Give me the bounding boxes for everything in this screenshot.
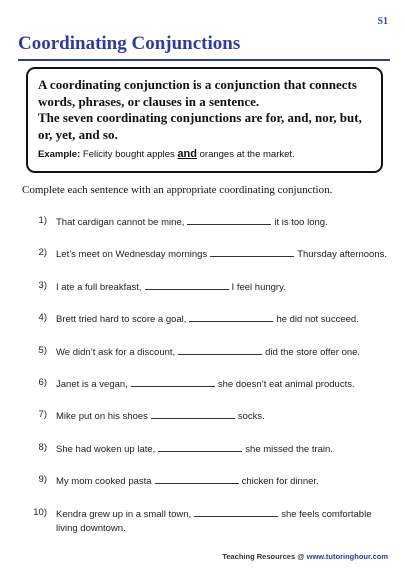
question-row [22, 280, 392, 312]
question-row [22, 409, 392, 441]
question-text [56, 377, 392, 409]
example-after: oranges at the market. [199, 149, 295, 160]
question-text-before: She had woken up late, [56, 443, 156, 455]
question-text-before: Let’s meet on Wednesday mornings [56, 249, 208, 261]
question-text-before: My mom cooked pasta [56, 476, 152, 488]
instructions: Complete each sentence with an appropriate coordinating conjunction. [22, 184, 333, 196]
question-number: 5) [38, 344, 47, 356]
question-number: 10) [33, 506, 47, 518]
question-text-before: I ate a full breakfast, [56, 281, 142, 293]
title-divider [18, 59, 390, 61]
page-title: Coordinating Conjunctions [18, 33, 241, 54]
question-row [22, 345, 392, 377]
question-text-after: it is too long. [274, 217, 328, 228]
question-number: 8) [38, 441, 47, 453]
question-text-before: Kendra grew up in a small town, [56, 508, 192, 520]
question-row [22, 474, 392, 506]
answer-blank[interactable] [189, 312, 273, 322]
question-text-after: he did not succeed. [276, 314, 359, 326]
definition-box [26, 67, 383, 173]
question-text-after: she feels comfortable living downtown. [56, 508, 372, 534]
sheet-code: S1 [377, 16, 388, 27]
question-number: 2) [38, 247, 47, 259]
question-row [22, 247, 392, 279]
answer-blank[interactable] [145, 280, 229, 290]
question-text-before: That cardigan cannot be mine, [56, 217, 185, 228]
question-number: 7) [38, 409, 47, 421]
question-number: 4) [38, 312, 47, 324]
question-text-before: Brett tried hard to score a goal, [56, 314, 187, 326]
footer-label: Teaching Resources @ [222, 552, 305, 561]
definition-line-1: A coordinating conjunction is a conjunction that connects words, phrases, or clauses in a sentence. [38, 77, 357, 109]
question-text-before: We didn’t ask for a discount, [56, 346, 176, 358]
question-text [56, 442, 392, 474]
answer-blank[interactable] [178, 345, 262, 355]
question-text-before: Mike put on his shoes [56, 411, 148, 423]
question-text [56, 507, 392, 539]
question-list [22, 215, 392, 539]
answer-blank[interactable] [210, 247, 294, 257]
example-label: Example: [38, 149, 81, 160]
question-number: 9) [38, 474, 47, 486]
answer-blank[interactable] [131, 377, 215, 387]
example-highlight: and [177, 148, 197, 160]
question-text-after: chicken for dinner. [241, 476, 319, 488]
question-number: 6) [38, 376, 47, 388]
definition-line-2: The seven coordinating conjunctions are for, and, nor, but, or, yet, and so. [38, 110, 362, 142]
answer-blank[interactable] [155, 474, 239, 484]
example-before: Felicity bought apples [82, 149, 175, 160]
question-text [56, 312, 392, 344]
question-text [56, 280, 392, 312]
question-number: 1) [38, 215, 47, 226]
answer-blank[interactable] [187, 215, 271, 225]
question-text [56, 409, 392, 441]
question-text-after: I feel hungry. [231, 281, 286, 293]
question-text [56, 215, 392, 247]
footer-site: www.tutoringhour.com [306, 552, 388, 561]
question-row [22, 377, 392, 409]
question-text-before: Janet is a vegan, [56, 378, 128, 390]
question-number: 3) [38, 279, 47, 291]
question-text-after: socks. [237, 411, 265, 423]
question-text-after: did the store offer one. [265, 346, 361, 358]
question-text-after: she doesn’t eat animal products. [217, 378, 355, 390]
question-row [22, 312, 392, 344]
question-text [56, 474, 392, 506]
question-text [56, 247, 392, 279]
answer-blank[interactable] [151, 409, 235, 419]
question-row [22, 507, 392, 539]
question-row [22, 215, 392, 247]
answer-blank[interactable] [158, 442, 242, 452]
question-row [22, 442, 392, 474]
question-text [56, 345, 392, 377]
definition-text [38, 77, 371, 143]
question-text-after: Thursday afternoons. [297, 249, 387, 261]
answer-blank[interactable] [194, 507, 278, 517]
example-sentence [38, 148, 371, 160]
footer [222, 552, 388, 561]
question-text-after: she missed the train. [245, 443, 333, 455]
